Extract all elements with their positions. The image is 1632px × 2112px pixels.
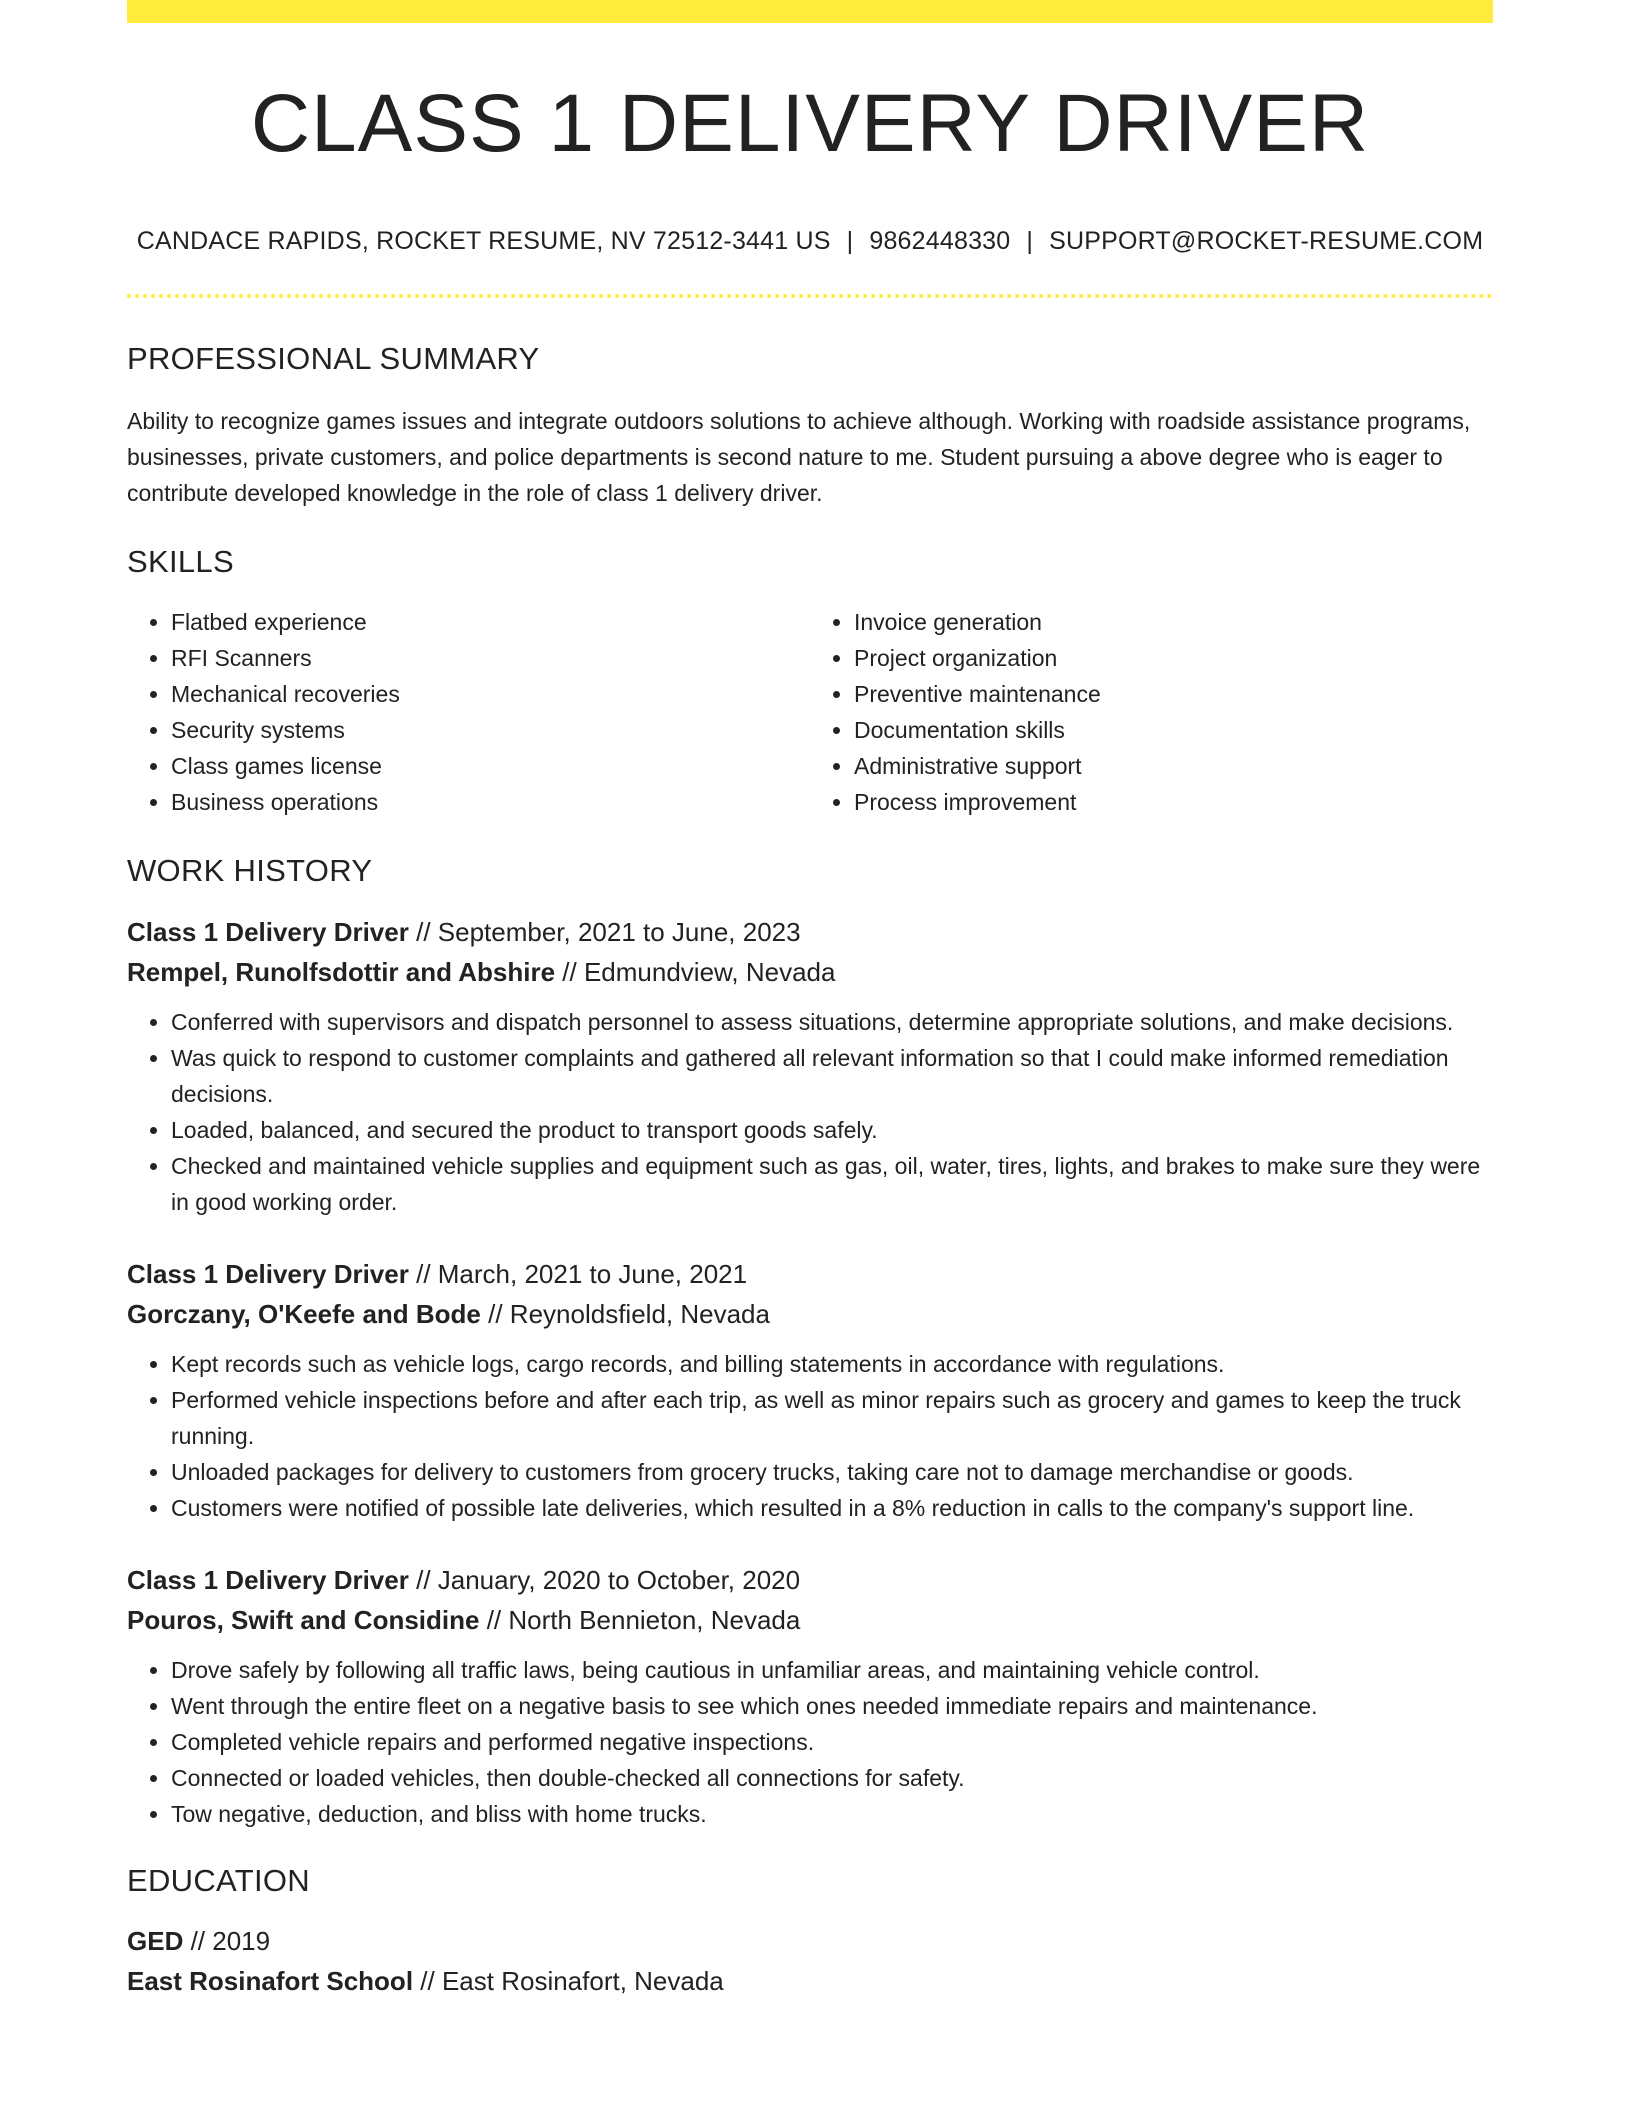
job-entry xyxy=(127,1560,1493,1832)
job-title-line xyxy=(127,1254,1493,1294)
job-bullet: • Checked and maintained vehicle supplies and equipment such as gas, oil, water, tires, lights, and brakes to make sure they were in good working order. xyxy=(171,1148,1493,1220)
skill-item: • Administrative support xyxy=(854,748,1493,784)
job-title: Class 1 Delivery Driver xyxy=(127,1258,409,1289)
job-location: // North Bennieton, Nevada xyxy=(486,1604,801,1635)
job-bullet: • Completed vehicle repairs and performed negative inspections. xyxy=(171,1724,1493,1760)
job-bullet: • Kept records such as vehicle logs, cargo records, and billing statements in accordance with regulations. xyxy=(171,1346,1493,1382)
dotted-divider xyxy=(127,294,1493,298)
skill-item: • Documentation skills xyxy=(854,712,1493,748)
job-company: Gorczany, O'Keefe and Bode xyxy=(127,1298,481,1329)
job-company-line xyxy=(127,1294,1493,1334)
job-bullet: • Conferred with supervisors and dispatch personnel to assess situations, determine appropriate solutions, and make decisions. xyxy=(171,1004,1493,1040)
job-entry xyxy=(127,1254,1493,1526)
education-entry xyxy=(127,1921,1493,2001)
job-bullets xyxy=(127,1652,1493,1832)
job-dates: // March, 2021 to June, 2021 xyxy=(416,1258,748,1289)
job-bullet: • Was quick to respond to customer complaints and gathered all relevant information so that I could make informed remediation decisions. xyxy=(171,1040,1493,1112)
contact-line xyxy=(127,227,1493,256)
summary-text: Ability to recognize games issues and integrate outdoors solutions to achieve although. Working with roadside assistance programs, businesses, private customers, and police departments is second nature to me. Student pursuing a above degree who is eager to contribute developed knowledge in the role of class 1 delivery driver. xyxy=(127,408,1471,507)
job-bullet: • Performed vehicle inspections before and after each trip, as well as minor repairs such as grocery and games to keep the truck running. xyxy=(171,1382,1493,1454)
job-location: // Reynoldsfield, Nevada xyxy=(488,1298,770,1329)
skill-item: • Invoice generation xyxy=(854,604,1493,640)
accent-top-bar xyxy=(127,0,1493,23)
contact-email: SUPPORT@ROCKET-RESUME.COM xyxy=(1049,227,1484,255)
job-title: Class 1 Delivery Driver xyxy=(127,1564,409,1595)
skills-left-list xyxy=(127,604,810,820)
education-section xyxy=(127,1862,1493,2001)
job-title-line xyxy=(127,1560,1493,1600)
summary-section xyxy=(127,340,1493,511)
skill-item: • Business operations xyxy=(171,784,810,820)
education-school-line xyxy=(127,1961,1493,2001)
job-bullet: • Tow negative, deduction, and bliss with home trucks. xyxy=(171,1796,1493,1832)
skill-item: • Flatbed experience xyxy=(171,604,810,640)
education-heading: EDUCATION xyxy=(127,1862,310,1898)
job-company: Rempel, Runolfsdottir and Abshire xyxy=(127,956,556,987)
education-degree: GED xyxy=(127,1925,184,1956)
job-bullet: • Went through the entire fleet on a negative basis to see which ones needed immediate repairs and maintenance. xyxy=(171,1688,1493,1724)
skills-heading: SKILLS xyxy=(127,544,234,580)
skills-section xyxy=(127,543,1493,820)
work-history-heading: WORK HISTORY xyxy=(127,853,373,889)
job-title-line xyxy=(127,912,1493,952)
skill-item: • Security systems xyxy=(171,712,810,748)
job-location: // Edmundview, Nevada xyxy=(562,956,836,987)
job-bullets xyxy=(127,1004,1493,1220)
contact-separator: | xyxy=(1026,227,1034,255)
job-bullets xyxy=(127,1346,1493,1526)
education-year: // 2019 xyxy=(190,1925,271,1956)
skills-columns xyxy=(127,604,1493,820)
skill-item: • Process improvement xyxy=(854,784,1493,820)
skill-item: • Class games license xyxy=(171,748,810,784)
job-bullet: • Loaded, balanced, and secured the product to transport goods safely. xyxy=(171,1112,1493,1148)
education-degree-line xyxy=(127,1921,1493,1961)
education-location: // East Rosinafort, Nevada xyxy=(420,1965,724,1996)
skill-item: • Mechanical recoveries xyxy=(171,676,810,712)
job-company-line xyxy=(127,952,1493,992)
skill-item: • Project organization xyxy=(854,640,1493,676)
work-history-section xyxy=(127,852,1493,1831)
skill-item: • RFI Scanners xyxy=(171,640,810,676)
job-bullet: • Customers were notified of possible late deliveries, which resulted in a 8% reduction in calls to the company's support line. xyxy=(171,1490,1493,1526)
job-entry xyxy=(127,912,1493,1220)
job-company-line xyxy=(127,1600,1493,1640)
contact-phone: 9862448330 xyxy=(869,227,1011,255)
skill-item: • Preventive maintenance xyxy=(854,676,1493,712)
job-company: Pouros, Swift and Considine xyxy=(127,1604,480,1635)
job-bullet: • Unloaded packages for delivery to customers from grocery trucks, taking care not to damage merchandise or goods. xyxy=(171,1454,1493,1490)
contact-address: CANDACE RAPIDS, ROCKET RESUME, NV 72512-3441 US xyxy=(136,227,831,255)
summary-heading: PROFESSIONAL SUMMARY xyxy=(127,341,540,376)
resume-page xyxy=(127,0,1493,2001)
skills-right-list xyxy=(810,604,1493,820)
job-bullet: • Connected or loaded vehicles, then double-checked all connections for safety. xyxy=(171,1760,1493,1796)
job-dates: // January, 2020 to October, 2020 xyxy=(416,1564,801,1595)
job-title: Class 1 Delivery Driver xyxy=(127,916,409,947)
job-dates: // September, 2021 to June, 2023 xyxy=(416,916,801,947)
education-school: East Rosinafort School xyxy=(127,1965,414,1996)
resume-title: CLASS 1 DELIVERY DRIVER xyxy=(250,78,1370,169)
contact-separator: | xyxy=(846,227,854,255)
job-bullet: • Drove safely by following all traffic laws, being cautious in unfamiliar areas, and maintaining vehicle control. xyxy=(171,1652,1493,1688)
